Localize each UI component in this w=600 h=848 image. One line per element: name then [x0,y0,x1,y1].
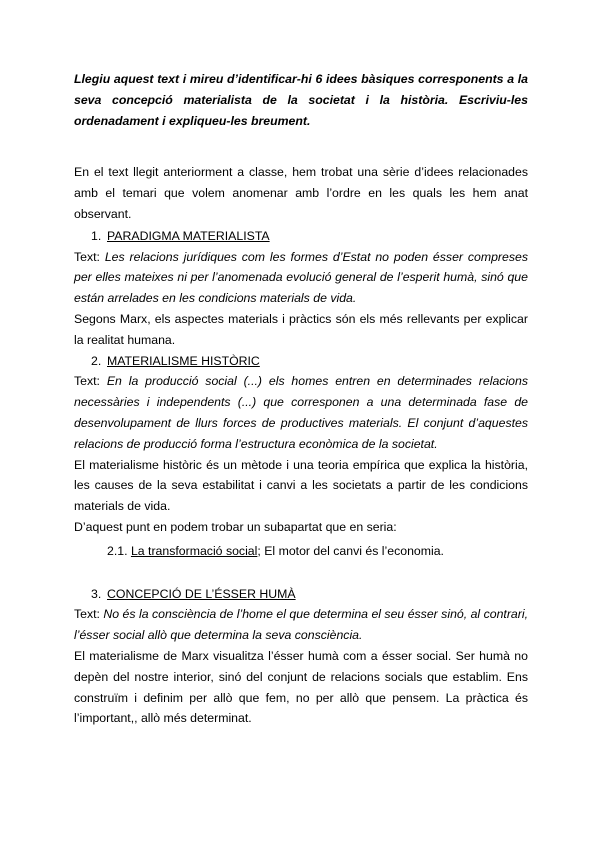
section-2-heading [74,351,528,372]
section-2-subsection-intro: D’aquest punt en podem trobar un subapartat que en seria: [74,519,397,534]
section-1-heading [74,226,528,247]
section-2-quote [74,371,528,454]
subsection-2-1-text: ; El motor del canvi és l’economia. [257,543,444,558]
section-2-number: 2. [91,353,102,368]
section-1-title: PARADIGMA MATERIALISTA [107,228,270,243]
section-3-explanation: El materialisme de Marx visualitza l’ésser humà com a ésser social. Ser humà no depèn del nostre interior, sinó del conjunt de relacions socials que establim. Ens construïm i definim per allò que fem, no per allò que pensem. La pràctica és l’important,, allò més determinat. [74,648,528,726]
section-3-title: CONCEPCIÓ DE L’ÉSSER HUMÀ [107,586,296,601]
section-2-quote-label: Text: [74,374,100,389]
document-page [74,69,528,729]
subsection-2-1-title: La transformació social [130,543,258,558]
intro-paragraph: En el text llegit anteriorment a classe, hem trobat una sèrie d’idees relacionades amb el temari que volem anomenar amb l’ordre en les quals les hem anat observant. [74,165,528,221]
section-3-quote-label: Text: [74,607,100,622]
section-spacer [74,562,528,584]
section-2-title: MATERIALISME HISTÒRIC [107,353,260,368]
section-1-quote [74,247,528,309]
subsection-2-1-number: 2.1. [107,543,128,558]
section-1-explanation: Segons Marx, els aspectes materials i pràctics són els més rellevants per explicar la realitat humana. [74,311,528,347]
section-3-quote [74,604,528,646]
section-3-heading [74,584,528,605]
instructions-paragraph: Llegiu aquest text i mireu d’identificar-hi 6 idees bàsiques corresponents a la seva concepció materialista de la societat i la història. Escriviu-les ordenadament i expliqueu-les breument. [74,72,528,128]
section-3-quote-text: No és la consciència de l’home el que determina el seu ésser sinó, al contrari, l’ésser social allò que determina la seva consciència. [74,607,529,643]
section-1-quote-label: Text: [74,249,100,264]
section-1-quote-text: Les relacions jurídiques com les formes d’Estat no poden ésser compreses per elles mateixes ni per l’anomenada evolució general de l’esperit humà, sinó que están arrelades en les condicions materials de vida. [74,249,529,306]
section-2-quote-text: En la producció social (...) els homes entren en determinades relacions necessàries i independents (...) que corresponen a una determinada fase de desenvolupament de llurs forces de productives materials. El conjunt d’aquestes relacions de producció forma l’estructura econòmica de la societat. [74,374,528,451]
section-3-number: 3. [91,586,102,601]
section-2-explanation: El materialisme històric és un mètode i una teoria empírica que explica la història, les causes de la seva estabilitat i canvi a les societats a partir de les condicions materials de vida. [74,457,528,514]
subsection-2-1 [74,541,528,562]
section-1-number: 1. [91,228,102,243]
